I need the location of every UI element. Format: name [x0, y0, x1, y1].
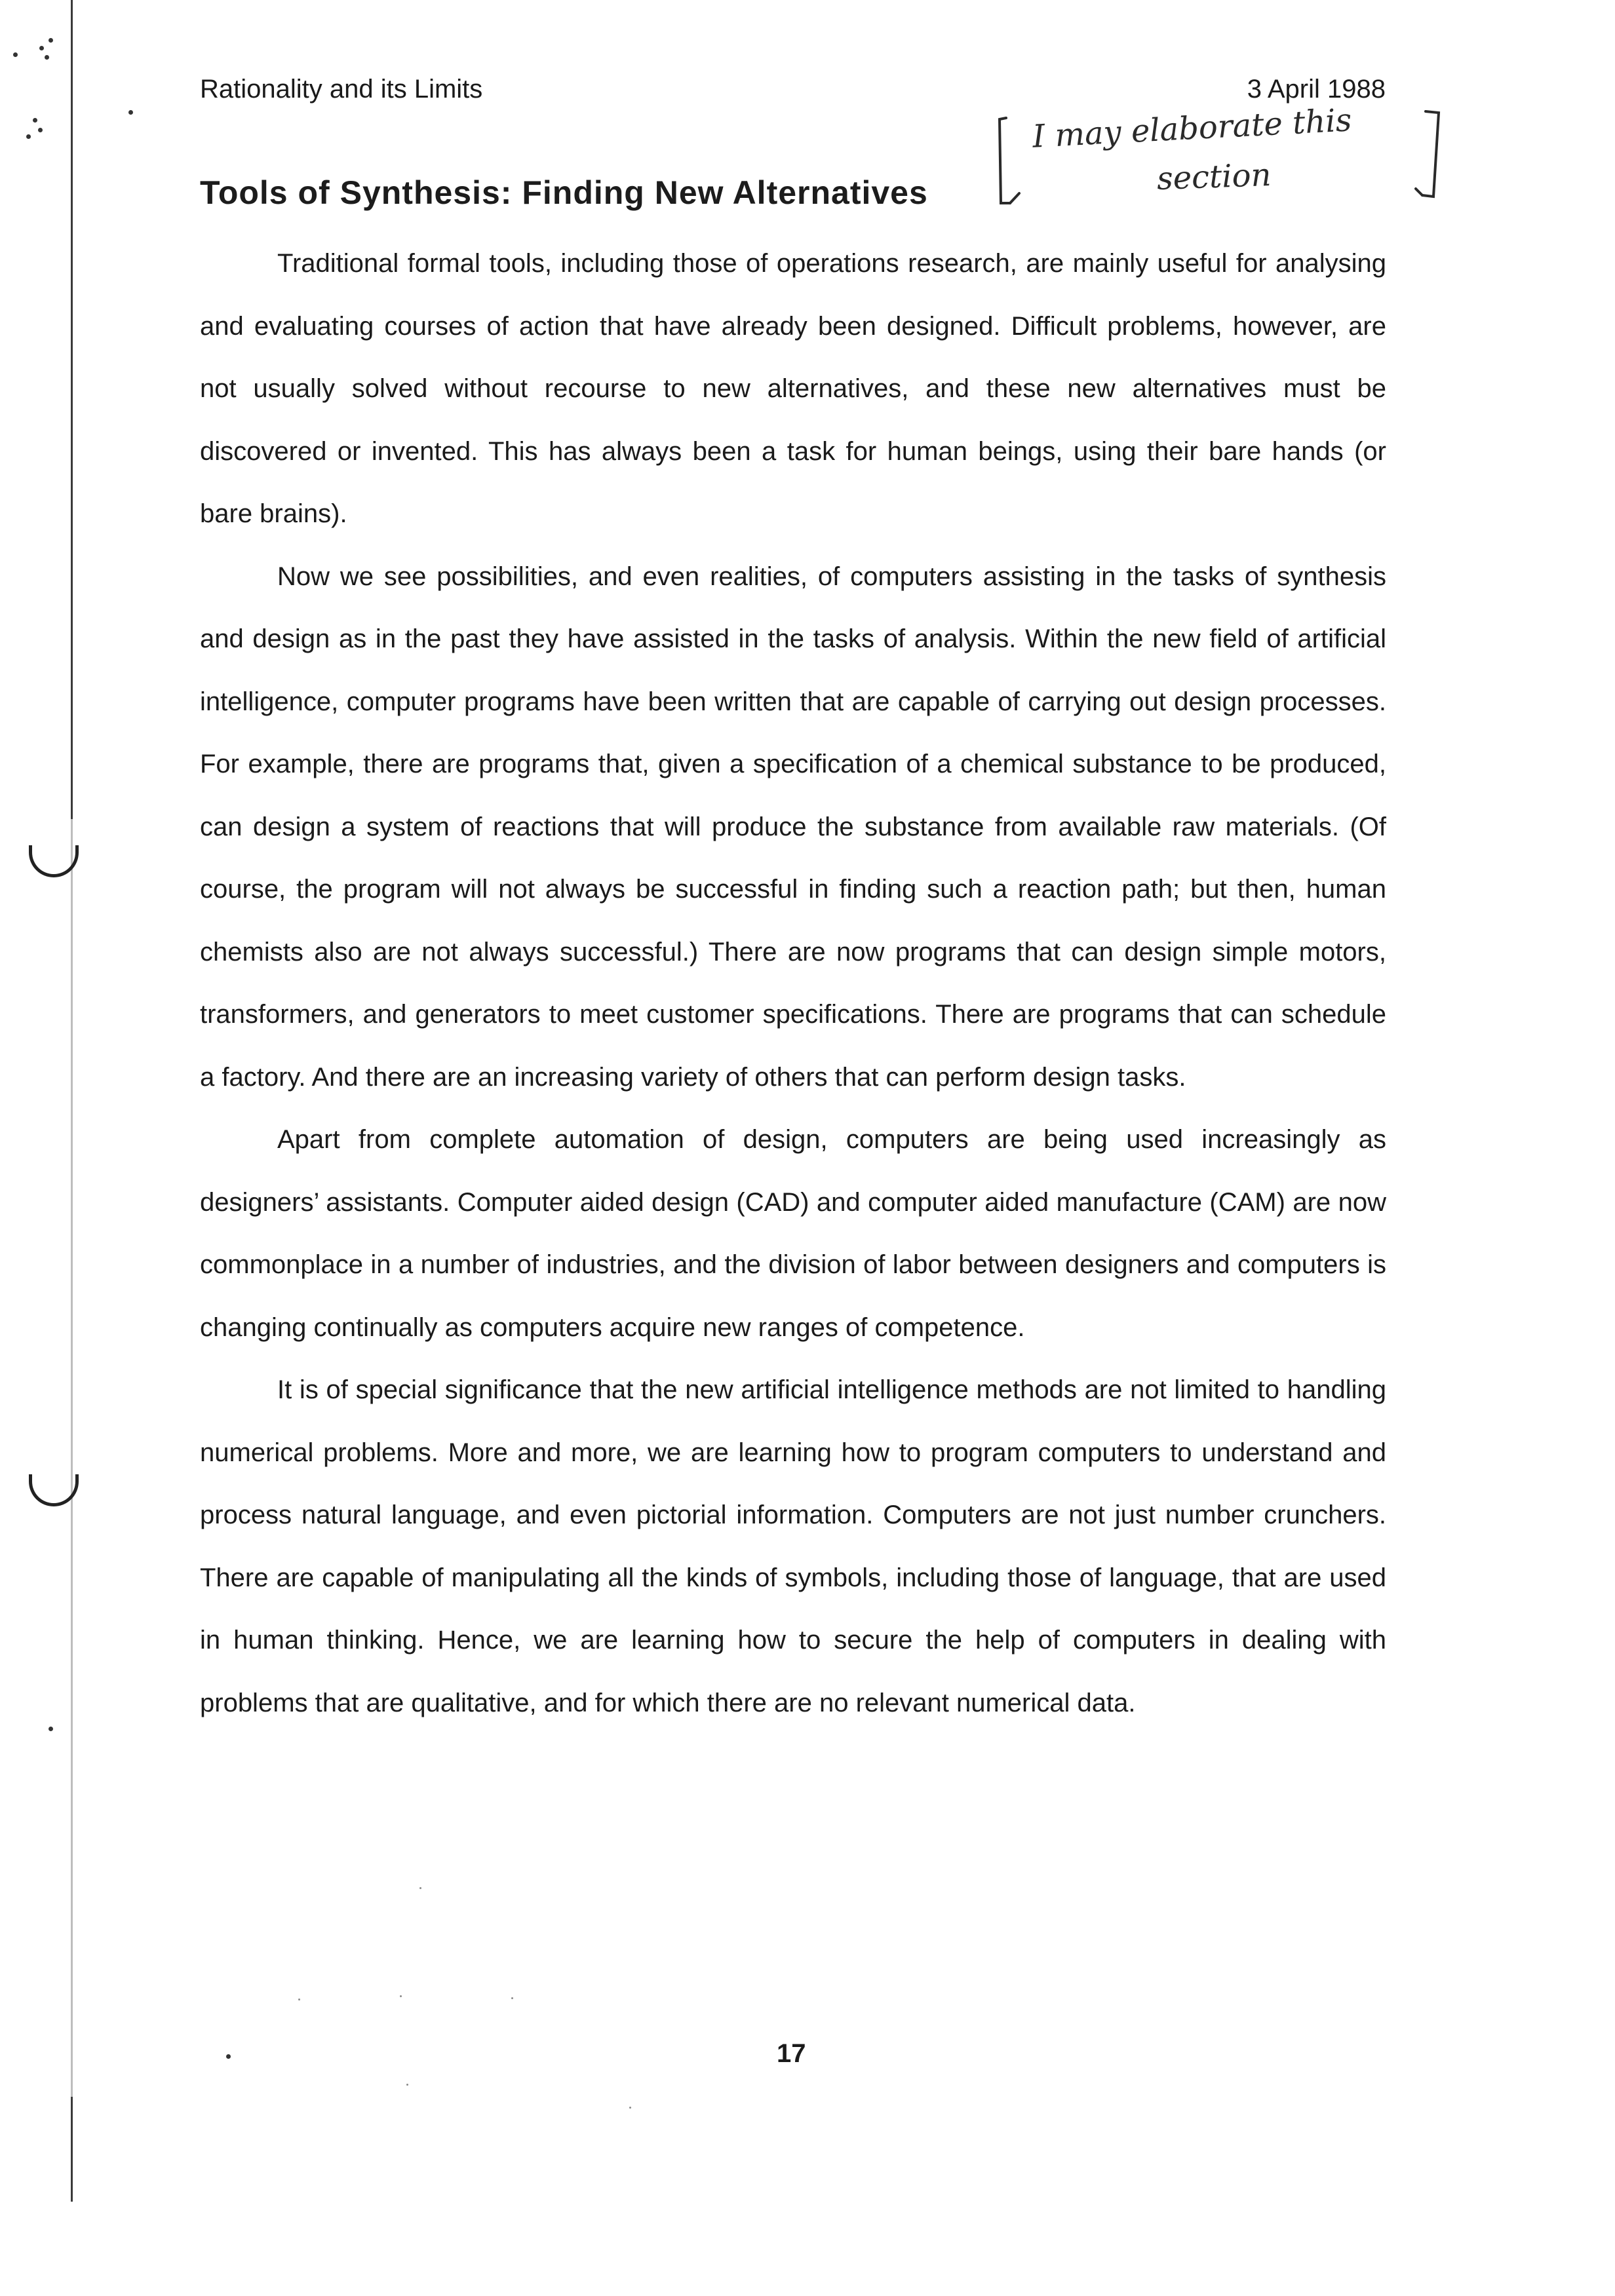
- page-number: 17: [777, 2039, 806, 2068]
- scan-speck: [45, 55, 49, 60]
- annotation-line-2: section: [1156, 156, 1272, 198]
- scan-speck: [226, 2054, 231, 2059]
- annotation-line-1: I may elaborate this: [1031, 102, 1353, 155]
- scan-speck: [128, 110, 133, 115]
- paragraph: Apart from complete automation of design, computers are being used increasingly as designers’ assistants. Computer aided design (CAD) and computer aided manufacture (CAM) are now commonplace in a number of industries, and the division of labor between designers and computers is changing continually as computers acquire new ranges of competence.: [200, 1125, 1386, 1342]
- scan-speck: [26, 134, 31, 139]
- scan-speck: [419, 1887, 421, 1889]
- scan-speck: [39, 46, 44, 50]
- paragraph: It is of special significance that the new artificial intelligence methods are not limited to handling numerical problems. More and more, we are learning how to program computers to understand and process natural language, and even pictorial information. Computers are not just number crunchers. There are capable of manipulating all the kinds of symbols, including those of language, that are used in human thinking. Hence, we are learning how to secure the help of computers in dealing with problems that are qualitative, and for which there are no relevant numerical data.: [200, 1375, 1386, 1717]
- handwritten-annotation: [993, 102, 1452, 216]
- body-text: [200, 233, 1386, 1734]
- header-date: 3 April 1988: [1247, 75, 1386, 104]
- scan-speck: [511, 1997, 513, 1999]
- section-title: Tools of Synthesis: Finding New Alternatives: [200, 174, 928, 211]
- scan-speck: [49, 1727, 53, 1731]
- scan-speck: [629, 2107, 631, 2109]
- scan-speck: [406, 2084, 408, 2086]
- scan-speck: [298, 1999, 300, 2000]
- scan-speck: [400, 1995, 402, 1997]
- scan-speck: [49, 38, 53, 43]
- running-title: Rationality and its Limits: [200, 75, 483, 104]
- scan-speck: [13, 52, 18, 57]
- scan-speck: [38, 128, 43, 132]
- paragraph: Traditional formal tools, including those of operations research, are mainly useful for analysing and evaluating courses of action that have already been designed. Difficult problems, however, are not usually solved without recourse to new alternatives, and these new alternatives must be discovered or invented. This has always been a task for human beings, using their bare hands (or bare brains).: [200, 249, 1386, 528]
- paragraph: Now we see possibilities, and even realities, of computers assisting in the tasks of synthesis and design as in the past they have assisted in the tasks of analysis. Within the new field of artificial intelligence, computer programs have been written that are capable of carrying out design processes. For example, there are programs that, given a specification of a chemical substance to be produced, can design a system of reactions that will produce the substance from available raw materials. (Of course, the program will not always be successful in finding such a reaction path; but then, human chemists also are not always successful.) There are now programs that can design simple motors, transformers, and generators to meet customer specifications. There are programs that can schedule a factory. And there are an increasing variety of others that can perform design tasks.: [200, 562, 1386, 1092]
- scan-speck: [33, 118, 37, 123]
- binding-edge-line: [71, 0, 73, 2202]
